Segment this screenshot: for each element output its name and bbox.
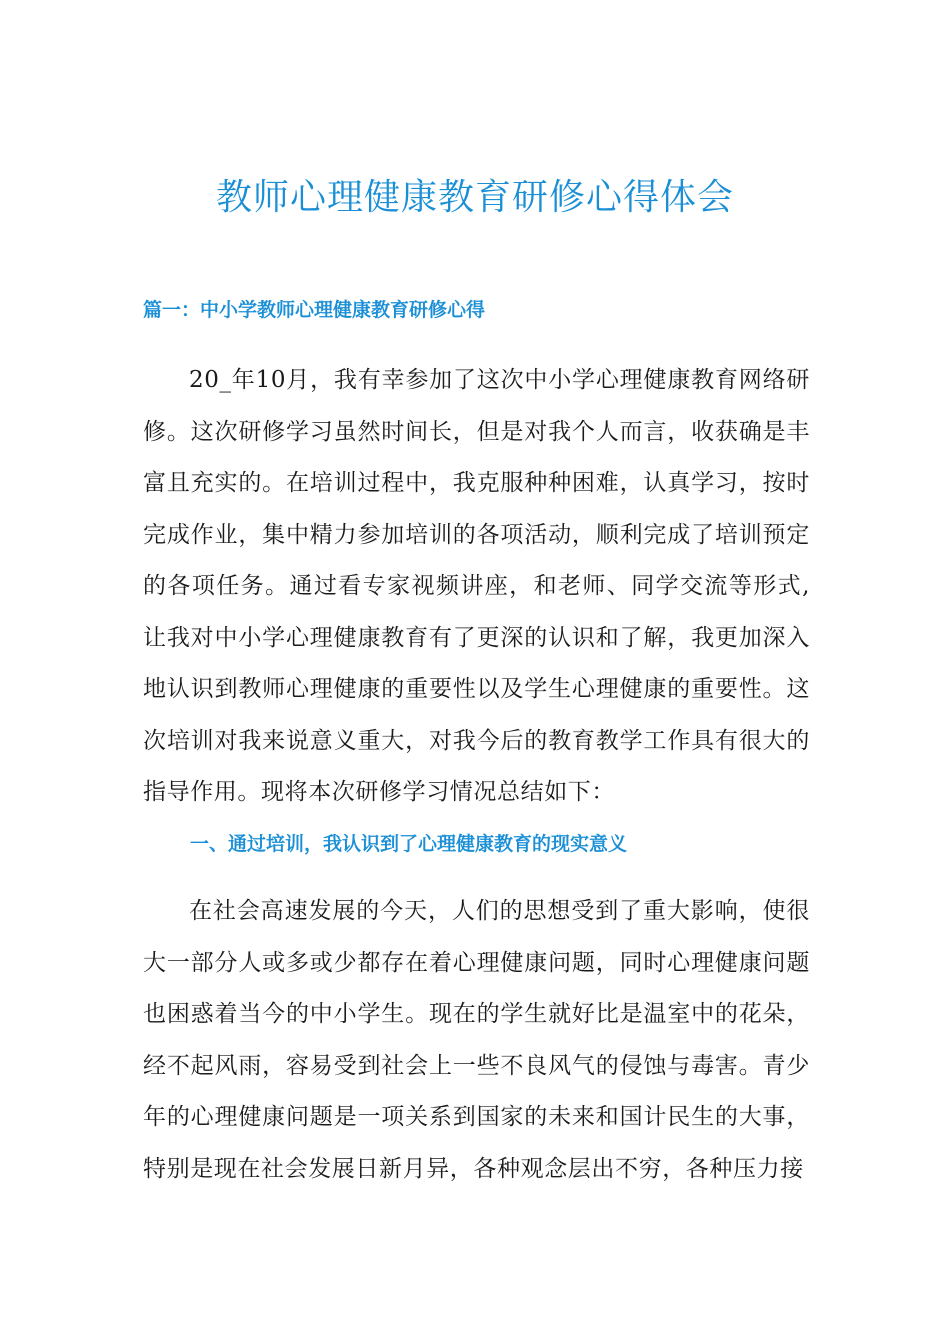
part1-heading: 篇一：中小学教师心理健康教育研修心得 <box>143 299 486 321</box>
paragraph-1: 20_年10月，我有幸参加了这次中小学心理健康教育网络研修。这次研修学习虽然时间长，但是对我个人而言，收获确是丰富且充实的。在培训过程中，我克服种种困难，认真学习，按时完成作业，集中精力参加培训的各项活动，顺利完成了培训预定的各项任务。通过看专家视频讲座，和老师、同学交流等形式,让我对中小学心理健康教育有了更深的认识和了解，我更加深入地认识到教师心理健康的重要性以及学生心理健康的重要性。这次培训对我来说意义重大，对我今后的教育教学工作具有很大的指导作用。现将本次研修学习情况总结如下： <box>143 367 810 805</box>
paragraph-2: 在社会高速发展的今天，人们的思想受到了重大影响，使很大一部分人或多或少都存在着心理健康问题，同时心理健康问题也困惑着当今的中小学生。现在的学生就好比是温室中的花朵，经不起风雨，容易受到社会上一些不良风气的侵蚀与毒害。青少年的心理健康问题是一项关系到国家的未来和国计民生的大事，特别是现在社会发展日新月异，各种观念层出不穷，各种压力接 <box>143 898 810 1182</box>
document-title: 教师心理健康教育研修心得体会 <box>215 177 734 218</box>
section1-heading: 一、通过培训，我认识到了心理健康教育的现实意义 <box>190 833 628 855</box>
